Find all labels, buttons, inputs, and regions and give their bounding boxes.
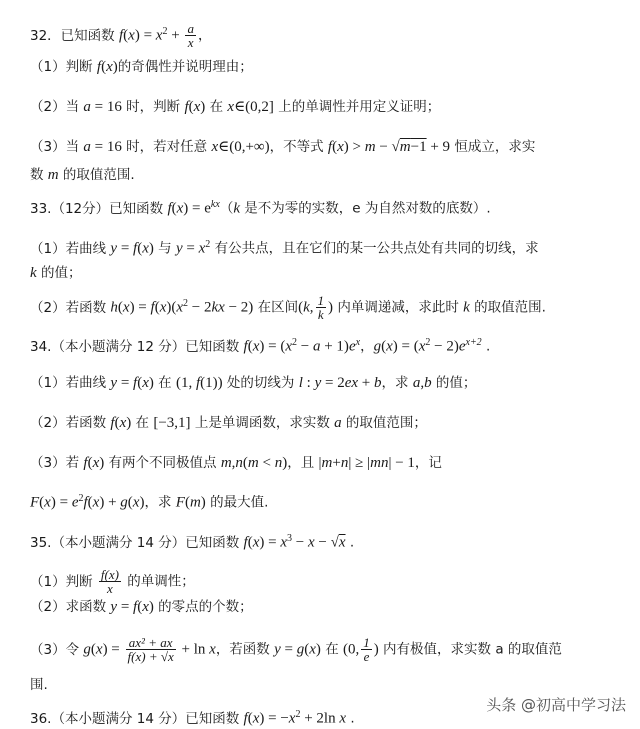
problem-35-part-2: （2）求函数 y = f(x) 的零点的个数； xyxy=(30,599,253,615)
problem-33-part-2: （2）若函数 $h(x) = f(x)(x^2 - 2kx - 2)$ 在区间(k, $\frac{1}{k}$ ) 内单调递减，求此时 k 的取值范围. xyxy=(30,293,546,322)
problem-34-part-3: （3）若 f(x) 有两个不同极值点 m,n(m < n)，且 |m+n| ≥ |mn| − 1，记 xyxy=(30,455,442,471)
problem-34-part-1: （1）若曲线 y = f(x) 在 (1, f(1)) 处的切线为 l : y = 2ex + b，求 a,b 的值； xyxy=(30,375,477,391)
problem-34-part-3-cont: $F(x) = e^2f(x) + g(x)$，求 F(m) 的最大值. xyxy=(30,493,269,511)
problem-32-part-3: （3）当 a = 16 时，若对任意 x∈(0,+∞)，不等式 f(x) > m − √m−1 + 9 恒成立，求实 xyxy=(30,139,536,155)
problem-32-stem: 32．已知函数 $f(x) = x^2$ + $\frac{a}{x}$ ， xyxy=(30,21,212,50)
problem-33-part-1-cont: k 的值； xyxy=(30,265,82,281)
problem-35-part-3: （3）令 g(x) = $\frac{\text{ax² + ax}}{f(x) + √x}$ + ln x，若函数 y = g(x) 在 (0, $\frac{1}{e}$ ) 内有极值，求实数 a 的取值范 xyxy=(30,635,562,664)
problem-35-part-3-cont: 围. xyxy=(30,677,48,693)
problem-35-stem: 35.（本小题满分 14 分）已知函数 $f(x) = x^3 - x - √x$ . xyxy=(30,533,355,551)
problem-34-stem: 34.（本小题满分 12 分）已知函数 $f(x) = (x^2 - a + 1)e^x$，$g(x) = (x^2 - 2)e^{x+2}$ . xyxy=(30,337,491,355)
problem-32-part-3-cont: 数 m 的取值范围. xyxy=(30,167,135,183)
problem-32-part-2: （2）当 a = 16 时，判断 f(x) 在 x∈(0,2] 上的单调性并用定义证明； xyxy=(30,99,441,115)
problem-32-part-1: （1）判断 f(x)的奇偶性并说明理由； xyxy=(30,59,253,75)
problem-36-stem: 36.（本小题满分 14 分）已知函数 $f(x) = -x^2 + 2\ln$ x . xyxy=(30,709,355,727)
watermark: 头条 @初高中学习法 xyxy=(486,696,626,714)
problem-35-part-1: （1）判断 $\frac{f(x)}{x}$ 的单调性； xyxy=(30,567,195,596)
problem-34-part-2: （2）若函数 f(x) 在 [−3,1] 上是单调函数，求实数 a 的取值范围； xyxy=(30,415,427,431)
problem-33-stem: 33.（12分）已知函数 $f(x) = e^{kx}(k$ 是不为零的实数，e 为自然对数的底数）. xyxy=(30,199,491,217)
problem-33-part-1: （1）若曲线 y = f(x) 与 $y = x^2$ 有公共点，且在它们的某一公共点处有共同的切线，求 xyxy=(30,239,539,257)
